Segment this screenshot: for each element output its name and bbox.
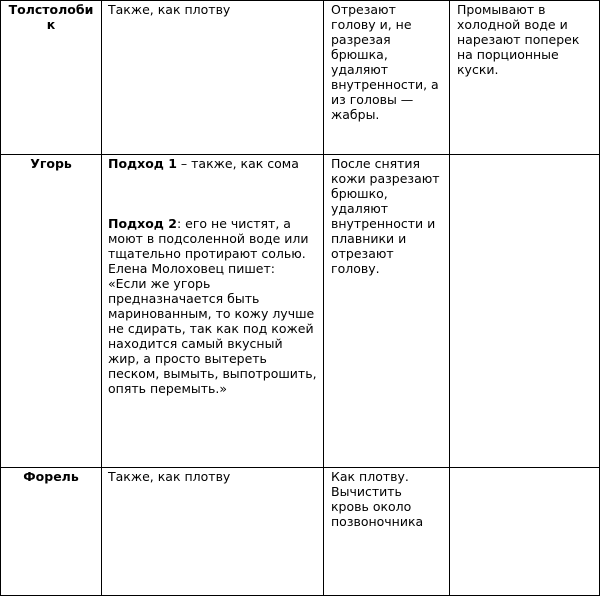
cutting-cell: [450, 155, 600, 468]
cleaning-text: Также, как плотву: [108, 469, 231, 484]
spacer: [108, 171, 317, 216]
fish-name: Форель: [23, 469, 79, 484]
molokhovets-quote: «Если же угорь предназначается быть маринованным, то кожу лучше не сдирать, так как под кожей находится самый вкусный жир, а просто вытереть песком, вымыть, выпотрошить, опять перемыть.»: [108, 276, 317, 396]
gutting-text: После снятия кожи разрезают брюшко, удаляют внутренности и плавники и отрезают голову.: [331, 156, 440, 276]
cutting-cell: [450, 1, 600, 155]
approach-1: [108, 156, 317, 171]
cleaning-cell: [102, 155, 324, 468]
gutting-text: Отрезают голову и, не разрезая брюшка, удаляют внутренности, а из головы — жабры.: [331, 2, 439, 122]
table-row: [1, 155, 600, 468]
fish-name: Толстолобик: [8, 2, 94, 32]
cutting-text: Промывают в холодной воде и нарезают поперек на порционные куски.: [457, 2, 580, 77]
cleaning-cell: [102, 1, 324, 155]
cleaning-cell: [102, 468, 324, 596]
cutting-cell: [450, 468, 600, 596]
approach-2: [108, 216, 317, 276]
approach-1-label: Подход 1: [108, 156, 177, 171]
gutting-cell: [324, 1, 450, 155]
fish-name: Угорь: [30, 156, 72, 171]
gutting-cell: [324, 155, 450, 468]
approach-2-label: Подход 2: [108, 216, 177, 231]
approach-2-text: : его не чистят, а моют в подсоленной воде или тщательно протирают солью. Елена Молоховец пишет:: [108, 216, 309, 276]
fish-name-cell: [1, 155, 102, 468]
gutting-cell: [324, 468, 450, 596]
table-row: [1, 468, 600, 596]
table-row: [1, 1, 600, 155]
fish-name-cell: [1, 468, 102, 596]
approach-1-text: – также, как сома: [176, 156, 299, 171]
fish-name-cell: [1, 1, 102, 155]
cleaning-text: Также, как плотву: [108, 2, 231, 17]
gutting-text: Как плотву. Вычистить кровь около позвоночника: [331, 469, 424, 529]
